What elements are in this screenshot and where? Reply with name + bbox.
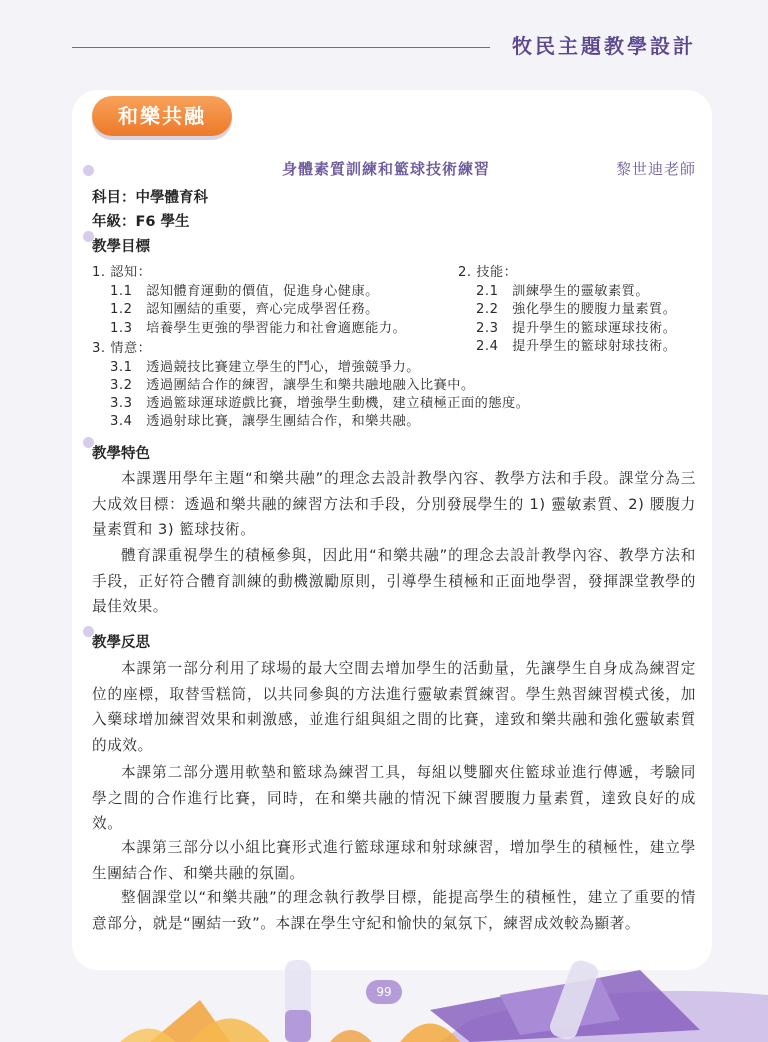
objective-item: 1.3 培養學生更強的學習能力和社會適應能力。	[110, 321, 407, 336]
bullet-dot-icon	[83, 165, 94, 176]
teacher-name: 黎世迪老師	[615, 160, 696, 178]
objective-item: 2.3 提升學生的籃球運球技術。	[476, 321, 677, 336]
reflection-paragraph: 本課第一部分利用了球場的最大空間去增加學生的活動量，先讓學生自身成為練習定位的座標，取替雪糕筒，以共同參與的方法進行靈敏素質練習。學生熟習練習模式後，加入藥球增加練習效果和刺激感，並進行組與組之間的比賽，達致和樂共融和強化靈敏素質的成效。	[92, 660, 696, 754]
objective-group-title: 3. 情意：	[92, 341, 152, 356]
reflection-paragraph: 本課第三部分以小組比賽形式進行籃球運球和射球練習，增加學生的積極性，建立學生團結合作、和樂共融的氛圍。	[92, 839, 696, 882]
objective-item: 1.1 認知體育運動的價值，促進身心健康。	[110, 284, 379, 299]
grade-line: 年級：F6 學生	[92, 214, 190, 230]
reflection-paragraph: 本課第二部分選用軟墊和籃球為練習工具，每組以雙腳夾住籃球並進行傳遞，考驗同學之間的合作進行比賽，同時，在和樂共融的情況下練習腰腹力量素質，達致良好的成效。	[92, 764, 696, 832]
lesson-title: 身體素質訓練和籃球技術練習	[282, 160, 491, 178]
objective-item: 3.1 透過競技比賽建立學生的鬥心，增強競爭力。	[110, 360, 420, 375]
objective-item: 2.4 提升學生的籃球射球技術。	[476, 339, 677, 354]
theme-tag: 和樂共融	[92, 96, 232, 136]
reflection-heading: 教學反思	[92, 635, 150, 651]
objectives-heading: 教學目標	[92, 239, 150, 255]
objective-item: 2.2 強化學生的腰腹力量素質。	[476, 302, 677, 317]
objective-item: 2.1 訓練學生的靈敏素質。	[476, 284, 650, 299]
page-number: 99	[366, 980, 402, 1004]
header-rule	[72, 47, 490, 48]
reflection-paragraph: 整個課堂以“和樂共融”的理念執行教學目標，能提高學生的積極性，建立了重要的情意部分，就是“團結一致”。本課在學生守紀和愉快的氣氛下，練習成效較為顯著。	[92, 889, 696, 932]
objective-group-title: 2. 技能：	[458, 265, 518, 280]
objective-item: 3.4 透過射球比賽，讓學生團結合作，和樂共融。	[110, 414, 420, 429]
subject-line: 科目：中學體育科	[92, 190, 208, 206]
features-paragraph: 體育課重視學生的積極參與，因此用“和樂共融”的理念去設計教學內容、教學方法和手段，正好符合體育訓練的動機激勵原則，引導學生積極和正面地學習，發揮課堂教學的最佳效果。	[92, 547, 696, 615]
features-paragraph: 本課選用學年主題“和樂共融”的理念去設計教學內容、教學方法和手段。課堂分為三大成效目標：透過和樂共融的練習方法和手段，分別發展學生的 1) 靈敏素質、2) 腰腹力量素質和 3) 籃球技術。	[92, 470, 696, 538]
objective-item: 1.2 認知團結的重要，齊心完成學習任務。	[110, 302, 379, 317]
features-heading: 教學特色	[92, 446, 150, 462]
objective-item: 3.2 透過團結合作的練習，讓學生和樂共融地融入比賽中。	[110, 378, 475, 393]
series-title: 牧民主題教學設計	[512, 34, 696, 58]
objective-group-title: 1. 認知：	[92, 265, 152, 280]
objective-item: 3.3 透過籃球運球遊戲比賽，增強學生動機，建立積極正面的態度。	[110, 396, 530, 411]
